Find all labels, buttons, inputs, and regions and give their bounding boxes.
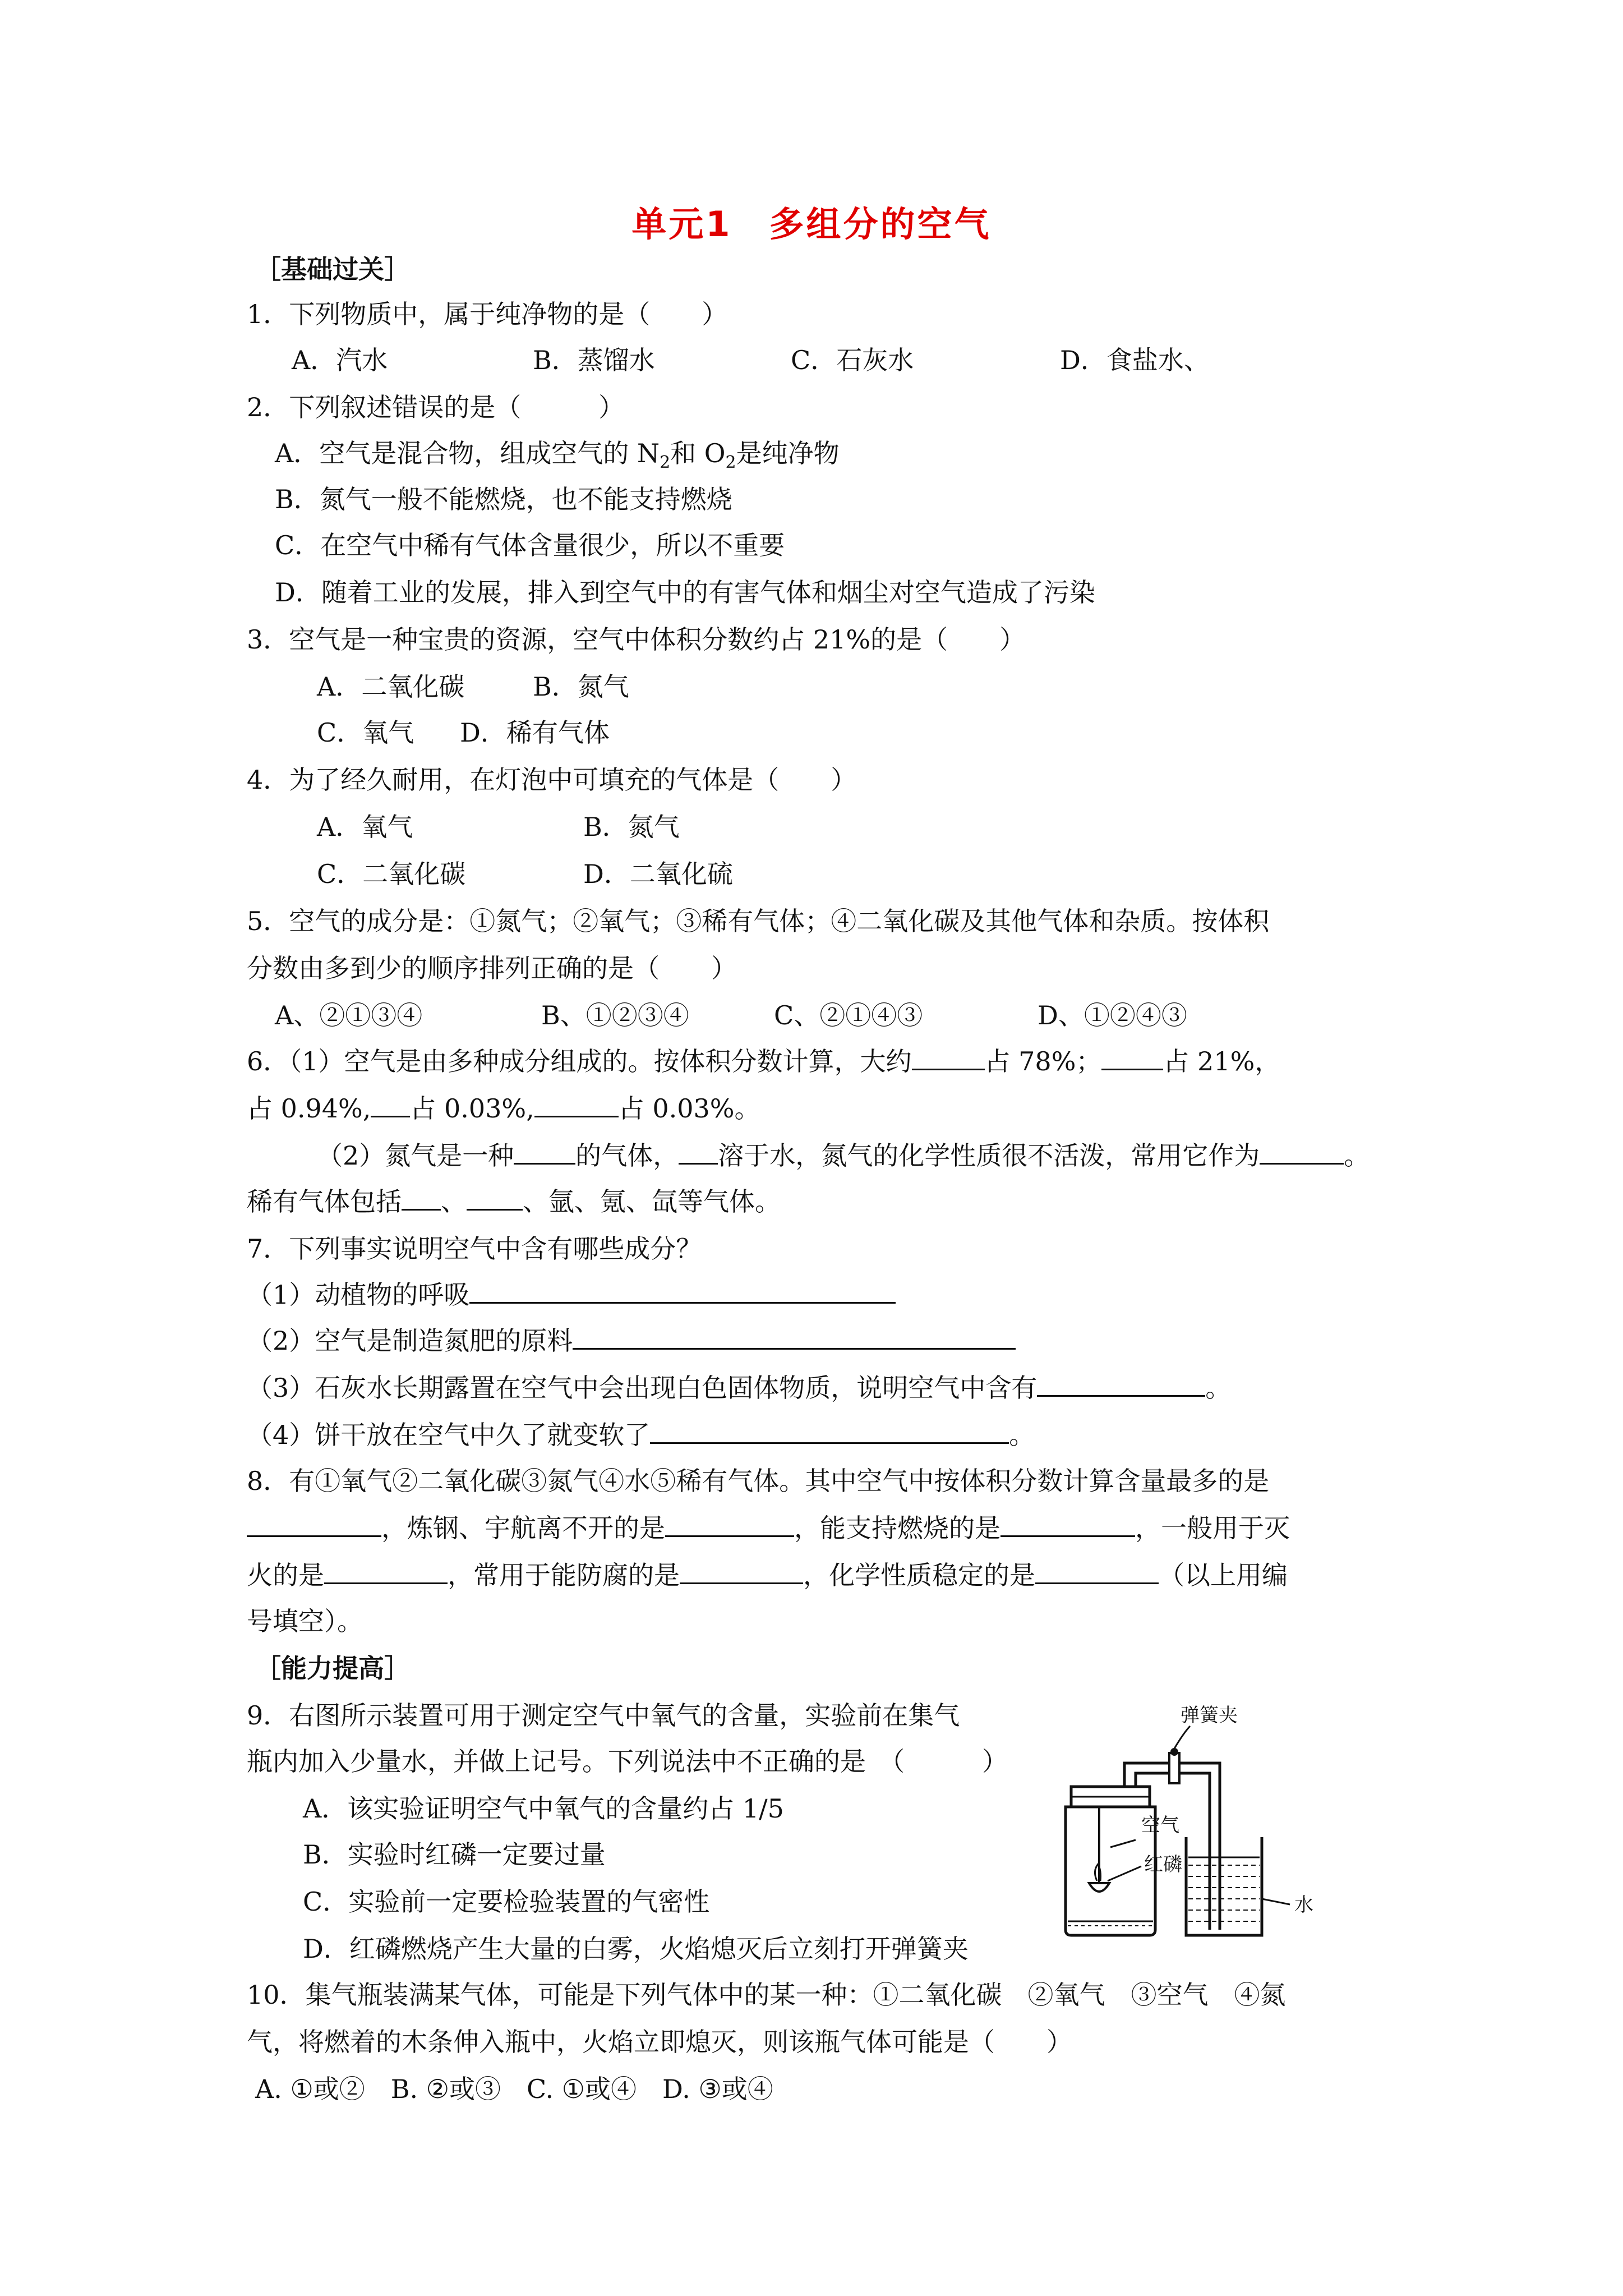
section-basic: ［基础过关］ (255, 254, 410, 284)
q2-option-a: A．空气是混合物，组成空气的 $N_2$和 $O_2$是纯净物 (275, 438, 840, 473)
q8-line3: 火的是 ，常用于能防腐的是 ，化学性质稳定的是 （以上用编 (247, 1560, 1288, 1590)
q4-option-d: D．二氧化硫 (583, 859, 733, 889)
q6-line1: 6．（1）空气是由多种成分组成的。按体积分数计算，大约 占 78%； 占 21%， (247, 1046, 1281, 1076)
section-ability: ［能力提高］ (255, 1653, 410, 1683)
q1-stem: 1．下列物质中，属于纯净物的是（ ） (247, 299, 728, 329)
oxygen-experiment-apparatus (1043, 1703, 1368, 1949)
q2-stem: 2．下列叙述错误的是（ ） (247, 392, 625, 422)
q9-line2: 瓶内加入少量水，并做上记号。下列说法中不正确的是 （ ） (247, 1746, 1008, 1777)
air-label: 空气 (1141, 1814, 1179, 1837)
q9-option-a: A．该实验证明空气中氧气的含量约占 1/5 (303, 1793, 784, 1824)
q5-option-a: A、②①③④ (275, 1000, 423, 1030)
q9-line1: 9．右图所示装置可用于测定空气中氧气的含量，实验前在集气 (247, 1700, 960, 1731)
q5-option-c: C、②①④③ (774, 1000, 923, 1030)
q5-option-d: D、①②④③ (1038, 1000, 1187, 1030)
q4-option-b: B．氮气 (583, 812, 680, 842)
clip-label: 弹簧夹 (1181, 1704, 1238, 1727)
q6-line3: （2）氮气是一种 的气体， 溶于水，氮气的化学性质很不活泼，常用它作为 。 (317, 1140, 1370, 1171)
q9-option-c: C．实验前一定要检验装置的气密性 (303, 1887, 710, 1917)
q10-line2: 气，将燃着的木条伸入瓶中，火焰立即熄灭，则该瓶气体可能是（ ） (247, 2027, 1072, 2057)
q3-option-a: A．二氧化碳 (317, 671, 465, 702)
water-label: 水 (1294, 1894, 1313, 1916)
q6-line4: 稀有气体包括 、 、氩、氪、氙等气体。 (247, 1186, 781, 1217)
q3-stem: 3．空气是一种宝贵的资源，空气中体积分数约占 21%的是（ ） (247, 624, 1026, 655)
q2-option-d: D．随着工业的发展，排入到空气中的有害气体和烟尘对空气造成了污染 (275, 577, 1095, 608)
q8-line2: ，炼钢、宇航离不开的是 ，能支持燃烧的是 ，一般用于灭 (247, 1511, 1290, 1545)
q4-option-a: A．氧气 (317, 812, 413, 842)
phosphorus-label: 红磷 (1144, 1853, 1182, 1876)
q10-line1: 10．集气瓶装满某气体，可能是下列气体中的某一种：①二氧化碳 ②氧气 ③空气 ④氮 (247, 1980, 1286, 2010)
burning-spoon-icon (1089, 1883, 1109, 1892)
q3-option-c: C．氧气 (317, 717, 414, 748)
q3-option-d: D．稀有气体 (460, 717, 610, 748)
q7-part2: （2）空气是制造氮肥的原料 (247, 1324, 1016, 1358)
q5-line1: 5．空气的成分是：①氮气；②氧气；③稀有气体；④二氧化碳及其他气体和杂质。按体积 (247, 906, 1270, 936)
q9-option-d: D．红磷燃烧产生大量的白雾，火焰熄灭后立刻打开弹簧夹 (303, 1934, 969, 1964)
q7-part4: （4）饼干放在空气中久了就变软了 。 (247, 1420, 1035, 1450)
q2-option-b: B．氮气一般不能燃烧，也不能支持燃烧 (275, 484, 732, 514)
q1-option-c: C．石灰水 (791, 345, 914, 375)
q5-option-b: B、①②③④ (541, 1000, 689, 1030)
q8-line4: 号填空）。 (247, 1606, 363, 1636)
q4-stem: 4．为了经久耐用，在灯泡中可填充的气体是（ ） (247, 765, 857, 795)
q8-line1: 8．有①氧气②二氧化碳③氮气④水⑤稀有气体。其中空气中按体积分数计算含量最多的是 (247, 1466, 1270, 1496)
page-title: 单元1 多组分的空气 (631, 204, 992, 245)
beaker (1186, 1837, 1262, 1935)
q9-option-b: B．实验时红磷一定要过量 (303, 1839, 606, 1870)
q1-option-b: B．蒸馏水 (533, 345, 655, 375)
q7-part3: （3）石灰水长期露置在空气中会出现白色固体物质，说明空气中含有 。 (247, 1373, 1232, 1403)
q6-line2: 占 0.94%, 占 0.03%, 占 0.03%。 (247, 1093, 760, 1124)
spring-clip-icon (1169, 1726, 1190, 1783)
q5-line2: 分数由多到少的顺序排列正确的是（ ） (247, 953, 737, 983)
q10-options: A. ①或② B. ②或③ C. ①或④ D. ③或④ (255, 2074, 773, 2104)
q1-option-d: D．食盐水、 (1060, 345, 1210, 375)
q2-option-c: C．在空气中稀有气体含量很少，所以不重要 (275, 530, 785, 560)
q1-option-a: A．汽水 (292, 345, 388, 375)
q7-stem: 7．下列事实说明空气中含有哪些成分？ (247, 1234, 702, 1264)
q3-option-b: B．氮气 (533, 671, 629, 702)
q7-part1: （1）动植物的呼吸 (247, 1278, 896, 1312)
q4-option-c: C．二氧化碳 (317, 859, 466, 889)
